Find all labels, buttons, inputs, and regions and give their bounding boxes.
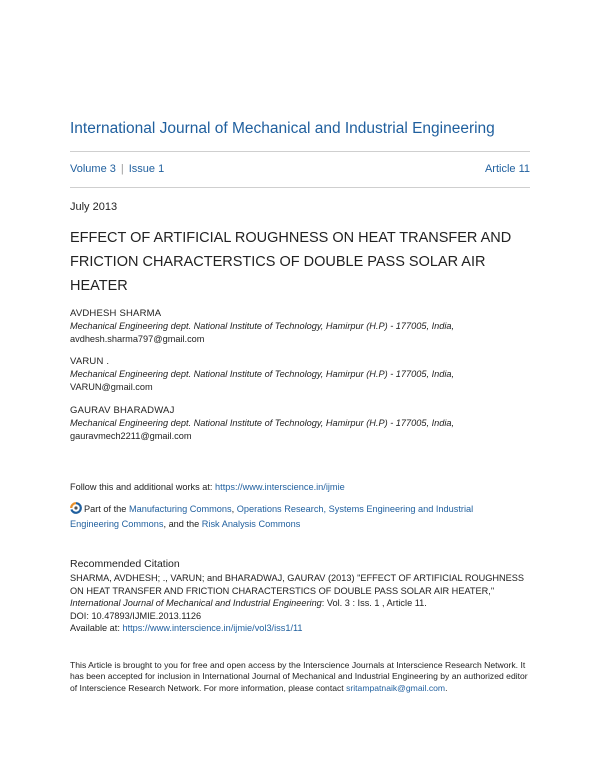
available-link[interactable]: https://www.interscience.in/ijmie/vol3/iss1/11: [122, 623, 303, 633]
citation-journal: International Journal of Mechanical and Industrial Engineering: [70, 598, 322, 608]
author-email: VARUN@gmail.com: [70, 382, 153, 392]
citation-journal-line: [70, 597, 540, 610]
access-notice: This Article is brought to you for free and open access by the Interscience Journals at Interscience Research Network. It has been accepted for inclusion in International Journal of Mechanical and Industrial Engineering by an authorized editor of Interscience Research Network. For more information, please contact sritampatnaik@gmail.com.: [70, 660, 528, 693]
citation-line: ON HEAT TRANSFER AND FRICTION CHARACTERSTICS OF DOUBLE PASS SOLAR AIR HEATER,": [70, 585, 495, 596]
volume-issue-row: [70, 163, 530, 175]
divider-bottom: [70, 187, 530, 188]
citation-available-line: Available at: https://www.interscience.in/ijmie/vol3/iss1/11: [70, 623, 303, 633]
author-block: [70, 404, 540, 443]
follow-text: Follow this and additional works at:: [70, 482, 216, 492]
follow-line: [70, 482, 540, 492]
author-email: gauravmech2211@gmail.com: [70, 431, 192, 441]
citation-doi: DOI: 10.47893/IJMIE.2013.1126: [70, 610, 202, 621]
title-line: EFFECT OF ARTIFICIAL ROUGHNESS ON HEAT TRANSFER AND: [70, 230, 512, 246]
article-title: [70, 226, 540, 298]
author-affiliation: Mechanical Engineering dept. National Institute of Technology, Hamirpur (H.P) - 177005, India,: [70, 418, 455, 428]
publication-date: July 2013: [70, 201, 118, 213]
author-block: [70, 307, 540, 346]
risk-analysis-commons-link[interactable]: Risk Analysis Commons: [201, 519, 301, 529]
author-affiliation: Mechanical Engineering dept. National Institute of Technology, Hamirpur (H.P) - 177005, India,: [70, 321, 455, 331]
article-number-link[interactable]: Article 11: [484, 163, 530, 175]
recommended-citation-heading: Recommended Citation: [70, 558, 180, 570]
citation-block: [70, 572, 540, 635]
manufacturing-commons-link[interactable]: Manufacturing Commons: [128, 504, 232, 514]
citation-line: SHARMA, AVDHESH; ., VARUN; and BHARADWAJ, GAURAV (2013) "EFFECT OF ARTIFICIAL ROUGHNESS: [70, 573, 525, 583]
author-block: [70, 355, 540, 394]
author-email: avdhesh.sharma797@gmail.com: [70, 334, 205, 344]
part-of-prefix: Part of the: [84, 504, 129, 514]
title-line: HEATER: [70, 278, 128, 294]
operations-research-commons-link[interactable]: Operations Research, Systems Engineering and Industrial Engineering Commons: [70, 504, 474, 529]
divider-top: [70, 151, 530, 152]
network-icon: [70, 502, 82, 514]
volume-link[interactable]: Volume 3: [70, 163, 116, 175]
author-name: VARUN .: [70, 356, 110, 367]
follow-link[interactable]: https://www.interscience.in/ijmie: [215, 482, 345, 492]
separator: |: [120, 163, 124, 175]
author-name: GAURAV BHARADWAJ: [70, 405, 175, 416]
author-affiliation: Mechanical Engineering dept. National Institute of Technology, Hamirpur (H.P) - 177005, India,: [70, 369, 455, 379]
issue-link[interactable]: Issue 1: [128, 163, 165, 175]
journal-title[interactable]: International Journal of Mechanical and Industrial Engineering: [70, 120, 495, 137]
access-notice-text: This Article is brought to you for free and open access by the Interscience Journals at Interscience Research Network. It has been accepted for inclusion in International Journal of Mechanical and Industrial Engineering by an authorized editor of Interscience Research Network. For more information, please contact: [70, 660, 528, 693]
part-of-line: Part of the Manufacturing Commons, Operations Research, Systems Engineering and Industrial Engineering Commons, and the Risk Analysis Commons: [70, 504, 474, 529]
citation-volinfo: : Vol. 3 : Iss. 1 , Article 11.: [321, 598, 427, 608]
author-name: AVDHESH SHARMA: [70, 308, 162, 319]
contact-email-link[interactable]: sritampatnaik@gmail.com: [346, 682, 446, 693]
title-line: FRICTION CHARACTERSTICS OF DOUBLE PASS SOLAR AIR: [70, 254, 486, 270]
